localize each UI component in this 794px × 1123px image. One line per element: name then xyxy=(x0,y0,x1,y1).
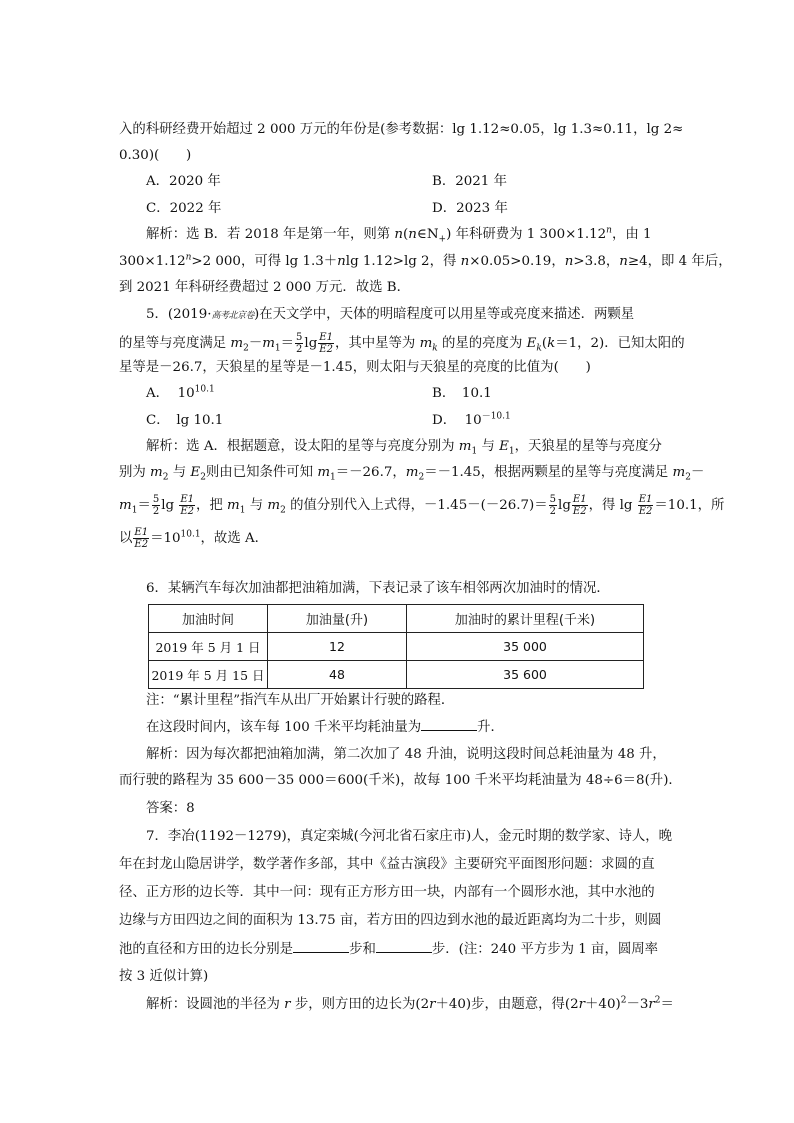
table-cell: 35 000 xyxy=(407,633,644,661)
q7-stem-line: 径、正方形的边长等．其中一问：现有正方形方田一块，内部有一个圆形水池，其中水池的 xyxy=(119,885,655,900)
q7-stem-line: 池的直径和方田的边长分别是 步和 步．(注：240 平方步为 1 亩，圆周率 xyxy=(119,942,659,957)
q5-option-d: D． $10^{-10.1}$ xyxy=(432,411,511,428)
q4-option-d: D．2023 年 xyxy=(432,201,508,216)
q6-note: 注：“累计里程”指汽车从出厂开始累计行驶的路程． xyxy=(146,693,455,708)
table-header-cell: 加油量(升) xyxy=(268,605,407,633)
q5-option-c: C． lg 10.1 xyxy=(146,413,224,428)
q6-solution-line: 解析：因为每次都把油箱加满，第二次加了 48 升油，说明这段时间总耗油量为 48 升， xyxy=(146,747,666,762)
q5-stem-line: 5．(2019·高考北京卷)在天文学中，天体的明暗程度可以用星等或亮度来描述．两颗星 xyxy=(146,307,635,322)
q4-option-c: C．2022 年 xyxy=(146,201,222,216)
fuel-record-table xyxy=(148,604,644,689)
q5-option-a: A． $10^{10.1}$ xyxy=(146,384,215,401)
q4-solution-line: 解析：选 B．若 2018 年是第一年，则第 $n(n\in N_+)$ 年科研费为 1 $300\times 1.12^n$，由 1 xyxy=(146,225,652,245)
q5-stem-line: 星等是－26.7，天狼星的星等是－1.45，则太阳与天狼星的亮度的比值为( ) xyxy=(119,360,591,375)
q5-solution-line: 别为 $m_2$ 与 $E_2$则由已知条件可知 $m_1=-26.7$，$m_2=-1.45$，根据两颗星的星等与亮度满足 $m_2-$ xyxy=(119,465,705,483)
table-cell: 48 xyxy=(268,661,407,689)
table-cell: 35 600 xyxy=(407,661,644,689)
q4-solution-line: $300\times 1.12^n>2$ 000，可得 lg 1.3＋nlg 1.12>lg 2，得 n×0.05>0.19，n>3.8，n≥4，即 4 年后， xyxy=(119,252,732,269)
table-header-row xyxy=(149,605,644,633)
q4-solution-line: 到 2021 年科研经费超过 2 000 万元．故选 B． xyxy=(119,280,411,295)
table-row xyxy=(149,633,644,661)
q6-answer: 答案：8 xyxy=(146,801,195,816)
source-label: 高考北京卷 xyxy=(211,311,254,321)
q5-solution-line: 解析：选 A．根据题意，设太阳的星等与亮度分别为 $m_1$ 与 $E_1$，天狼星的星等与亮度分 xyxy=(146,439,662,457)
q5-option-b: B． 10.1 xyxy=(432,386,492,401)
q7-solution-line: 解析：设圆池的半径为 r 步，则方田的边长为(2r＋40)步，由题意，得$(2r+40)^2-3r^2=$ xyxy=(146,995,674,1012)
q7-stem-line: 年在封龙山隐居讲学，数学著作多部，其中《益古演段》主要研究平面图形问题：求圆的直 xyxy=(119,857,655,872)
answer-blank xyxy=(293,940,349,953)
q5-solution-line: $m_1=$ $\frac{5}{2}$ lg $\frac{E1}{E2}$ ，把 $m_1$ 与 $m_2$ 的值分别代入上式得，－1.45－(－26.7)＝ $\frac{5}{2}$ lg $\frac{E1}{E2}$ ，得 lg $\frac{E1}{E2}$ ＝10.1，所 xyxy=(119,494,725,517)
q4-option-a: A．2020 年 xyxy=(146,174,221,189)
q7-stem-line: 7．李冶(1192－1279)，真定栾城(今河北省石家庄市)人，金元时期的数学家、诗人，晚 xyxy=(146,829,673,844)
q5-solution-line: 以 $\frac{E1}{E2}$ $=10^{10.1}$，故选 A． xyxy=(119,527,269,550)
q6-question-line: 在这段时间内，该车每 100 千米平均耗油量为 升． xyxy=(146,720,504,735)
table-cell: 2019 年 5 月 1 日 xyxy=(149,633,268,661)
q7-stem-line: 边缘与方田四边之间的面积为 13.75 亩，若方田的四边到水池的最近距离均为二十步，则圆 xyxy=(119,913,662,928)
fraction: $\frac{5}{2}$ xyxy=(296,332,303,355)
q4-text-line: 入的科研经费开始超过 2 000 万元的年份是(参考数据：lg 1.12≈0.05，lg 1.3≈0.11，lg 2≈ xyxy=(119,122,684,137)
answer-blank xyxy=(421,718,477,731)
answer-blank xyxy=(376,940,432,953)
table-row xyxy=(149,661,644,689)
q7-stem-line: 按 3 近似计算) xyxy=(119,969,209,984)
q6-solution-line: 而行驶的路程为 35 600－35 000＝600(千米)，故每 100 千米平均耗油量为 48÷6＝8(升)． xyxy=(119,773,682,788)
table-cell: 2019 年 5 月 15 日 xyxy=(149,661,268,689)
fraction: $\frac{E1}{E2}$ xyxy=(319,332,333,355)
q4-option-b: B．2021 年 xyxy=(432,174,507,189)
table-header-cell: 加油时间 xyxy=(149,605,268,633)
q4-text-line: 0.30)( ) xyxy=(119,148,192,163)
table-header-cell: 加油时的累计里程(千米) xyxy=(407,605,644,633)
q5-stem-line: 的星等与亮度满足 $m_2-m_1=$ $\frac{5}{2}$ lg $\frac{E1}{E2}$ ，其中星等为 $m_k$ 的星的亮度为 $E_k(k=1$，2)．已知太阳的 xyxy=(119,332,685,355)
q6-stem-line: 6．某辆汽车每次加油都把油箱加满，下表记录了该车相邻两次加油时的情况． xyxy=(146,581,610,596)
table-cell: 12 xyxy=(268,633,407,661)
